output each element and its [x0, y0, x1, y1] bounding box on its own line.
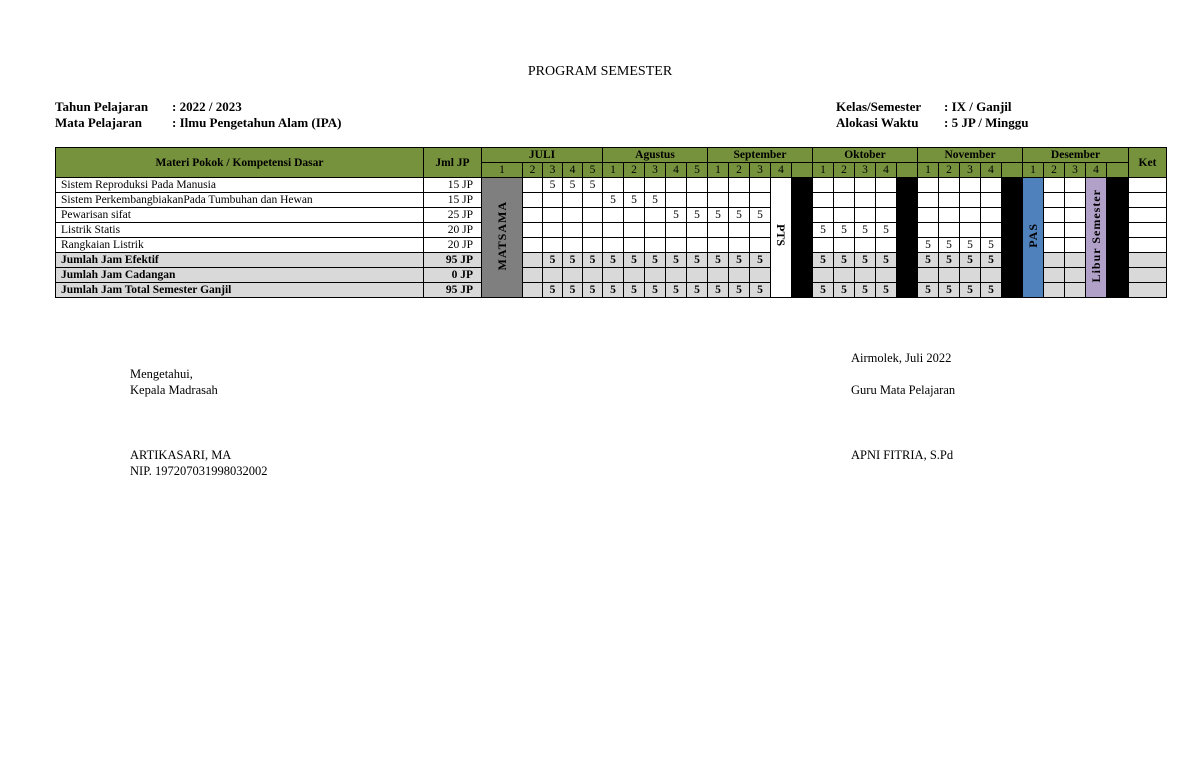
week-cell: 5 [666, 208, 687, 223]
week-cell [543, 223, 563, 238]
week-cell [1044, 253, 1065, 268]
jp-cell: 95 JP [424, 253, 482, 268]
info-label: Tahun Pelajaran [55, 99, 149, 114]
week-cell [583, 208, 603, 223]
week-cell [981, 178, 1002, 193]
week-cell: 5 [918, 253, 939, 268]
info-right [836, 99, 1029, 131]
week-cell [708, 223, 729, 238]
ket-cell [1129, 178, 1167, 193]
week-cell [813, 178, 834, 193]
week-header: 3 [543, 163, 563, 178]
week-cell [603, 238, 624, 253]
week-cell [563, 238, 583, 253]
week-cell [645, 268, 666, 283]
jp-cell: 20 JP [424, 223, 482, 238]
week-cell [855, 193, 876, 208]
week-cell [981, 193, 1002, 208]
week-cell [939, 208, 960, 223]
week-cell: 5 [729, 253, 750, 268]
week-cell [750, 223, 771, 238]
matsama-block-label: MATSAMA [495, 200, 509, 271]
week-cell [918, 193, 939, 208]
week-cell: 5 [960, 283, 981, 298]
week-cell: 5 [813, 253, 834, 268]
week-cell [708, 268, 729, 283]
week-cell [960, 208, 981, 223]
header-month-desember: Desember [1023, 148, 1129, 163]
week-cell: 5 [624, 193, 645, 208]
sign-left-line2: Kepala Madrasah [130, 383, 218, 397]
week-cell: 5 [624, 283, 645, 298]
header-ket: Ket [1129, 148, 1167, 178]
week-cell: 5 [813, 283, 834, 298]
materi-cell: Jumlah Jam Efektif [56, 253, 424, 268]
week-cell: 5 [939, 253, 960, 268]
week-cell [834, 208, 855, 223]
week-cell: 5 [876, 253, 897, 268]
week-cell [729, 178, 750, 193]
week-header: 4 [876, 163, 897, 178]
pas-block [1023, 178, 1044, 298]
week-cell [729, 223, 750, 238]
week-cell: 5 [960, 253, 981, 268]
week-cell [563, 193, 583, 208]
week-cell [834, 268, 855, 283]
week-cell [708, 193, 729, 208]
week-cell [813, 238, 834, 253]
sign-left-nip: NIP. 197207031998032002 [130, 464, 268, 478]
jp-cell: 0 JP [424, 268, 482, 283]
week-cell [708, 178, 729, 193]
sign-right-title: Guru Mata Pelajaran [851, 383, 956, 397]
table-row [56, 253, 1167, 268]
week-header: 2 [624, 163, 645, 178]
materi-cell: Jumlah Jam Cadangan [56, 268, 424, 283]
week-header: 2 [729, 163, 750, 178]
week-cell: 5 [939, 283, 960, 298]
libur-semester-block-label: Libur Semester [1089, 188, 1103, 283]
week-cell [523, 208, 543, 223]
week-cell: 5 [666, 283, 687, 298]
table-row [56, 208, 1167, 223]
week-header: 1 [918, 163, 939, 178]
week-cell [876, 238, 897, 253]
week-cell: 5 [855, 223, 876, 238]
week-cell: 5 [563, 283, 583, 298]
week-header: 2 [1044, 163, 1065, 178]
week-cell: 5 [708, 253, 729, 268]
week-cell [523, 253, 543, 268]
week-cell: 5 [876, 223, 897, 238]
week-cell: 5 [543, 178, 563, 193]
week-cell [543, 193, 563, 208]
week-header-blank [1107, 163, 1129, 178]
week-cell [1065, 268, 1086, 283]
week-cell: 5 [583, 178, 603, 193]
week-cell [543, 268, 563, 283]
ket-cell [1129, 208, 1167, 223]
info-label: Mata Pelajaran [55, 115, 143, 130]
week-cell [750, 238, 771, 253]
week-cell: 5 [834, 283, 855, 298]
week-cell [523, 268, 543, 283]
week-cell: 5 [708, 283, 729, 298]
week-header: 3 [855, 163, 876, 178]
week-cell [543, 208, 563, 223]
week-cell [708, 238, 729, 253]
week-cell [624, 208, 645, 223]
week-cell [813, 208, 834, 223]
week-cell: 5 [981, 283, 1002, 298]
week-cell: 5 [750, 253, 771, 268]
week-header: 1 [482, 163, 523, 178]
week-cell [876, 208, 897, 223]
week-cell [645, 178, 666, 193]
week-cell [918, 208, 939, 223]
week-cell [583, 268, 603, 283]
black-separator [1107, 178, 1129, 298]
info-value: : 2022 / 2023 [172, 99, 242, 114]
week-cell [750, 268, 771, 283]
week-cell [855, 178, 876, 193]
pts-block [771, 178, 792, 298]
week-cell: 5 [645, 253, 666, 268]
week-cell [981, 223, 1002, 238]
week-cell: 5 [603, 253, 624, 268]
table-row [56, 223, 1167, 238]
week-cell [918, 223, 939, 238]
week-header-blank [792, 163, 813, 178]
week-cell [876, 268, 897, 283]
week-cell [855, 208, 876, 223]
week-cell: 5 [918, 238, 939, 253]
sign-right-name: APNI FITRIA, S.Pd [851, 448, 954, 462]
week-cell [939, 178, 960, 193]
week-cell [583, 193, 603, 208]
week-header: 1 [813, 163, 834, 178]
week-header: 2 [939, 163, 960, 178]
week-header: 4 [666, 163, 687, 178]
black-separator [792, 178, 813, 298]
info-value: : IX / Ganjil [944, 99, 1012, 114]
ket-cell [1129, 223, 1167, 238]
week-cell [1044, 193, 1065, 208]
week-cell [1065, 178, 1086, 193]
week-cell [603, 178, 624, 193]
week-cell [960, 178, 981, 193]
week-cell: 5 [834, 223, 855, 238]
sign-left-name: ARTIKASARI, MA [130, 448, 232, 462]
week-cell [729, 193, 750, 208]
week-header: 3 [645, 163, 666, 178]
header-jml-jp: Jml JP [424, 148, 482, 178]
week-cell: 5 [563, 178, 583, 193]
week-cell [687, 178, 708, 193]
week-cell [645, 223, 666, 238]
week-header-blank [897, 163, 918, 178]
week-cell [523, 283, 543, 298]
week-cell [855, 238, 876, 253]
week-cell [855, 268, 876, 283]
week-cell [645, 238, 666, 253]
week-cell [666, 178, 687, 193]
week-cell [666, 223, 687, 238]
week-cell [1044, 238, 1065, 253]
week-cell [583, 223, 603, 238]
week-header: 5 [583, 163, 603, 178]
week-cell [1065, 283, 1086, 298]
week-cell: 5 [876, 283, 897, 298]
materi-cell: Pewarisan sifat [56, 208, 424, 223]
page-title: PROGRAM SEMESTER [527, 64, 673, 79]
ket-cell [1129, 238, 1167, 253]
week-cell [1044, 268, 1065, 283]
table-row [56, 268, 1167, 283]
week-cell [750, 178, 771, 193]
week-cell [1065, 253, 1086, 268]
table-row [56, 193, 1167, 208]
materi-cell: Listrik Statis [56, 223, 424, 238]
week-cell [687, 223, 708, 238]
matsama-block [482, 178, 523, 298]
week-cell [981, 208, 1002, 223]
info-label: Kelas/Semester [836, 99, 922, 114]
week-cell: 5 [960, 238, 981, 253]
week-cell [583, 238, 603, 253]
week-cell: 5 [813, 223, 834, 238]
week-cell [666, 268, 687, 283]
pas-block-label: PAS [1026, 223, 1040, 248]
week-cell [624, 268, 645, 283]
week-header-blank [1002, 163, 1023, 178]
week-cell [939, 193, 960, 208]
week-cell [939, 268, 960, 283]
week-header: 2 [834, 163, 855, 178]
week-cell [645, 208, 666, 223]
week-cell [918, 268, 939, 283]
week-cell [960, 223, 981, 238]
week-cell: 5 [939, 238, 960, 253]
week-cell: 5 [918, 283, 939, 298]
week-cell [960, 193, 981, 208]
week-cell: 5 [603, 283, 624, 298]
week-cell: 5 [543, 283, 563, 298]
week-cell [603, 208, 624, 223]
header-month-september: September [708, 148, 813, 163]
week-cell: 5 [687, 208, 708, 223]
week-cell [687, 238, 708, 253]
week-cell: 5 [603, 193, 624, 208]
week-cell [834, 178, 855, 193]
info-label: Alokasi Waktu [836, 115, 919, 130]
week-cell [687, 268, 708, 283]
week-header: 4 [981, 163, 1002, 178]
week-cell: 5 [708, 208, 729, 223]
week-cell [1044, 283, 1065, 298]
week-cell [1065, 208, 1086, 223]
week-header: 3 [750, 163, 771, 178]
week-cell [624, 223, 645, 238]
week-cell [1044, 178, 1065, 193]
week-cell [813, 193, 834, 208]
week-cell [960, 268, 981, 283]
week-cell: 5 [666, 253, 687, 268]
ket-cell [1129, 253, 1167, 268]
table-row [56, 283, 1167, 298]
table-row [56, 238, 1167, 253]
week-cell [1065, 193, 1086, 208]
week-cell: 5 [729, 208, 750, 223]
ket-cell [1129, 268, 1167, 283]
week-cell [523, 223, 543, 238]
jp-cell: 25 JP [424, 208, 482, 223]
jp-cell: 15 JP [424, 193, 482, 208]
week-header: 2 [523, 163, 543, 178]
week-cell [813, 268, 834, 283]
week-cell: 5 [750, 283, 771, 298]
week-cell: 5 [645, 283, 666, 298]
materi-cell: Jumlah Jam Total Semester Ganjil [56, 283, 424, 298]
week-cell: 5 [583, 253, 603, 268]
week-header: 3 [1065, 163, 1086, 178]
week-cell [624, 178, 645, 193]
week-cell: 5 [543, 253, 563, 268]
week-cell: 5 [834, 253, 855, 268]
week-cell: 5 [687, 283, 708, 298]
week-cell: 5 [981, 253, 1002, 268]
week-cell [876, 178, 897, 193]
week-header: 4 [1086, 163, 1107, 178]
week-cell: 5 [687, 253, 708, 268]
week-cell: 5 [583, 283, 603, 298]
black-separator [1002, 178, 1023, 298]
week-cell [750, 193, 771, 208]
week-cell [981, 268, 1002, 283]
week-cell [1044, 208, 1065, 223]
week-header: 1 [1023, 163, 1044, 178]
info-value: : 5 JP / Minggu [944, 115, 1029, 130]
week-cell [523, 193, 543, 208]
week-header: 5 [687, 163, 708, 178]
week-cell [834, 193, 855, 208]
week-cell [1044, 223, 1065, 238]
week-cell [523, 178, 543, 193]
week-cell [939, 223, 960, 238]
header-month-november: November [918, 148, 1023, 163]
week-cell [687, 193, 708, 208]
week-cell [834, 238, 855, 253]
week-header: 4 [771, 163, 792, 178]
header-month-oktober: Oktober [813, 148, 918, 163]
pts-block-label: PTS [774, 224, 788, 247]
week-cell: 5 [855, 253, 876, 268]
table-row [56, 178, 1167, 193]
week-header: 1 [603, 163, 624, 178]
week-cell [1065, 238, 1086, 253]
ket-cell [1129, 283, 1167, 298]
week-header: 3 [960, 163, 981, 178]
week-cell: 5 [750, 208, 771, 223]
black-separator [897, 178, 918, 298]
week-cell [1065, 223, 1086, 238]
week-cell [666, 238, 687, 253]
week-cell [603, 268, 624, 283]
materi-cell: Rangkaian Listrik [56, 238, 424, 253]
week-cell [729, 268, 750, 283]
week-cell [603, 223, 624, 238]
sign-left-line1: Mengetahui, [130, 367, 193, 381]
libur-semester-block [1086, 178, 1107, 298]
jp-cell: 95 JP [424, 283, 482, 298]
week-header: 1 [708, 163, 729, 178]
header-materi: Materi Pokok / Kompetensi Dasar [56, 148, 424, 178]
week-cell [729, 238, 750, 253]
week-cell: 5 [855, 283, 876, 298]
week-cell: 5 [624, 253, 645, 268]
sign-place-date: Airmolek, Juli 2022 [851, 351, 952, 365]
week-cell [918, 178, 939, 193]
header-month-juli: JULI [482, 148, 603, 163]
week-cell [543, 238, 563, 253]
week-cell [876, 193, 897, 208]
week-cell [563, 223, 583, 238]
week-cell [624, 238, 645, 253]
info-value: : Ilmu Pengetahun Alam (IPA) [172, 115, 342, 130]
week-cell: 5 [563, 253, 583, 268]
week-cell: 5 [981, 238, 1002, 253]
info-left [55, 99, 341, 131]
week-cell [666, 193, 687, 208]
jp-cell: 15 JP [424, 178, 482, 193]
program-semester-table [55, 147, 1167, 298]
week-cell: 5 [645, 193, 666, 208]
header-month-agustus: Agustus [603, 148, 708, 163]
week-header: 4 [563, 163, 583, 178]
materi-cell: Sistem PerkembangbiakanPada Tumbuhan dan Hewan [56, 193, 424, 208]
jp-cell: 20 JP [424, 238, 482, 253]
materi-cell: Sistem Reproduksi Pada Manusia [56, 178, 424, 193]
week-cell [523, 238, 543, 253]
ket-cell [1129, 193, 1167, 208]
week-cell [563, 208, 583, 223]
week-cell [563, 268, 583, 283]
week-cell: 5 [729, 283, 750, 298]
